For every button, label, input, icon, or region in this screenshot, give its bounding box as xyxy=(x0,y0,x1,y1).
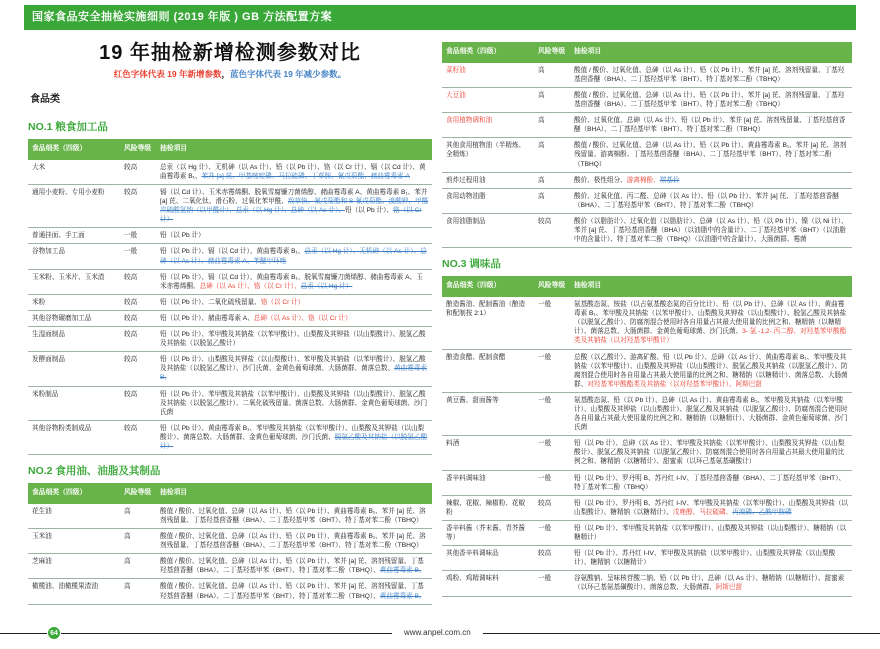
cell-risk-level: 较高 xyxy=(124,163,138,171)
item-segment: 阿斯巴甜 xyxy=(715,584,743,592)
table-row xyxy=(28,327,432,352)
cell-risk-level: 较高 xyxy=(124,314,138,322)
item-segment: 铅（以 Pb 计）、苏丹红 I-IV、苯甲酸及其钠盐（以苯甲酸计）、山梨酸及其钾盐（以山梨酸计）、糖精钠（以糖精计） xyxy=(574,550,836,567)
table-row xyxy=(442,471,852,496)
item-segment: 羰基价 xyxy=(659,176,680,184)
item-segment: 酸值 / 酸价、过氧化值、总砷（以 As 计）、铅（以 Pb 计）、苯并 [a] 芘、溶剂残留量、丁基羟基茴香醚（BHA）、二丁基羟基甲苯（BHT）、特丁基对苯二酚（TBHQ） xyxy=(574,66,845,83)
table-header-row xyxy=(28,139,432,160)
cell-inspection-items xyxy=(156,228,432,243)
section-title: NO.1 粮食加工品 xyxy=(28,121,108,133)
item-segment: 铅（以 Pb 计） xyxy=(160,232,205,240)
cell-inspection-items xyxy=(156,387,432,420)
cell-inspection-items xyxy=(570,88,852,112)
cell-inspection-items xyxy=(156,160,432,184)
food-table xyxy=(28,139,432,455)
title-block xyxy=(28,36,432,80)
column-header: 抽检项目 xyxy=(574,282,602,290)
item-segment: 铅（以 Pb 计）、黄曲霉毒素 B₁、苯甲酸及其钠盐（以苯甲酸计）、山梨酸及其钾盐（以山梨酸计）、菌落总数、大肠菌群、金黄色葡萄球菌、沙门氏菌、 xyxy=(160,424,425,441)
table-header-row xyxy=(442,42,852,63)
item-segment: 丙溴磷、乙酰甲胺磷 xyxy=(732,508,792,516)
cell-risk-level: 高 xyxy=(538,117,545,125)
cell-inspection-items xyxy=(156,579,432,603)
item-segment: 铅（以 Pb 计）、二氧化硫残留量、 xyxy=(160,298,261,306)
table-row xyxy=(442,521,852,546)
cell-risk-level: 高 xyxy=(124,507,131,515)
table-row xyxy=(28,228,432,244)
cell-inspection-items xyxy=(156,185,432,227)
document-title: 国家食品安全抽检实施细则 (2019 年版 ) GB 方法配置方案 xyxy=(32,11,333,23)
item-segment: 铅（以 Pb 计）、苯甲酸及其钠盐（以苯甲酸计）、山梨酸及其钾盐（以山梨酸计）、脱氢乙酸及其钠盐（以脱氢乙酸计）、二氧化硫残留量、菌落总数、大肠菌群、金黄色葡萄球菌、沙门氏菌 xyxy=(160,390,428,416)
cell-inspection-items xyxy=(570,496,852,520)
cell-risk-level: 高 xyxy=(538,192,545,200)
cell-risk-level: 较高 xyxy=(538,499,552,507)
cell-food-category: 橄榄油、油橄榄果渣油 xyxy=(32,583,98,591)
cell-food-category: 通用小麦粉、专用小麦粉 xyxy=(32,189,105,197)
subtitle-red-note: 红色字体代表 19 年新增参数 xyxy=(113,69,222,79)
item-segment: 铬（以 Cr 计） xyxy=(160,207,422,224)
item-segment: 铅（以 Pb 计）、罗丹明 B、苏丹红 I-IV、苯甲酸及其钠盐（以苯甲酸计）、山梨酸及其钾盐（以山梨酸计）、糖精钠（以糖精计）、 xyxy=(574,499,849,516)
table-row xyxy=(28,529,432,554)
cell-risk-level: 一般 xyxy=(538,301,552,309)
cell-food-category: 芝麻油 xyxy=(32,558,52,566)
cell-inspection-items xyxy=(156,421,432,454)
cell-food-category: 其他食用植物油（半精炼、全精炼） xyxy=(446,142,526,159)
cell-food-category: 黄豆酱、甜面酱等 xyxy=(446,396,499,404)
cell-inspection-items xyxy=(570,113,852,137)
cell-risk-level: 高 xyxy=(538,66,545,74)
food-category-label: 食品类 xyxy=(30,94,60,105)
table-row xyxy=(442,88,852,113)
cell-food-category: 香辛料酱（芥末酱、青芥酱等） xyxy=(446,524,526,542)
column-header: 风险等级 xyxy=(124,145,152,152)
column-header: 风险等级 xyxy=(538,48,566,55)
item-segment: 酸值 / 酸价、过氧化值、总砷（以 As 计）、铅（以 Pb 计）、黄曲霉毒素 B₁、苯并 [a] 芘、溶剂残留量、丁基羟基茴香醚（BHA）、二丁基羟基甲苯（BHT）、特丁基对苯二酚（TBHQ） xyxy=(160,533,426,550)
cell-inspection-items xyxy=(156,529,432,553)
cell-inspection-items xyxy=(156,327,432,351)
cell-inspection-items xyxy=(156,352,432,385)
cell-inspection-items xyxy=(570,436,852,469)
cell-food-category: 生湿面制品 xyxy=(32,331,65,339)
section-title: NO.2 食用油、油脂及其制品 xyxy=(28,465,161,478)
cell-food-category: 料酒 xyxy=(446,440,460,448)
food-table xyxy=(442,276,852,596)
cell-inspection-items xyxy=(570,189,852,213)
item-segment: 铬（以 Cr 计） xyxy=(260,298,305,306)
right-column xyxy=(442,42,852,605)
item-segment: 镉（以 Cd 计）、玉米赤霉烯酮、脱氧雪腐镰刀菌烯醇、赭曲霉毒素 A、黄曲霉毒素 B₁、苯并 [a] 芘、二氧化钛、滑石粉、过氧化苯甲酰、 xyxy=(160,189,428,206)
item-segment: 酸值 / 酸价、过氧化值、总砷（以 As 计）、铅（以 Pb 计）、黄曲霉毒素 B₁、苯并 [a] 芘、溶剂残留量、游离棉酚、丁基羟基茴香醚（BHA）、二丁基羟基甲苯（BHT）、特丁基对苯二酚（TBHQ） xyxy=(574,142,847,168)
column-header: 抽检项目 xyxy=(574,48,602,55)
cell-risk-level: 高 xyxy=(124,533,131,541)
cell-risk-level: 较高 xyxy=(124,298,138,306)
column-header: 食品细类（四级） xyxy=(32,145,87,152)
cell-risk-level: 较高 xyxy=(124,390,138,398)
table-row xyxy=(28,311,432,327)
cell-inspection-items xyxy=(156,244,432,268)
item-segment: 游离棉酚、 xyxy=(626,176,660,184)
item-segment: 苯并 [a] 芘、甲基嘧啶磷、马拉硫磷、丁草胺、氰戊菊酯、赭曲霉毒素 A xyxy=(201,172,410,180)
cell-food-category: 其他谷物碾磨加工品 xyxy=(32,314,92,322)
item-segment: 黄曲霉毒素 B₁ xyxy=(379,567,422,575)
cell-risk-level: 高 xyxy=(538,92,545,100)
table-row xyxy=(442,297,852,349)
page-number-badge: 64 xyxy=(47,626,61,640)
cell-risk-level: 较高 xyxy=(124,273,138,281)
cell-food-category: 米粉 xyxy=(32,298,46,306)
cell-food-category: 酿造酱油、配制酱油（酿造和配制按 2:1） xyxy=(446,301,526,318)
table-row xyxy=(28,421,432,455)
food-table xyxy=(442,42,852,248)
cell-risk-level: 较高 xyxy=(538,217,552,225)
item-segment: 氨基酸态氮、铅（以 Pb 计）、总砷（以 As 计）、黄曲霉毒素 B₁、苯甲酸及其钠盐（以苯甲酸计）、山梨酸及其钾盐（以山梨酸计）、脱氢乙酸及其钠盐（以脱氢乙酸计）、防腐剂混合使用时各自用量占其最大使用量的比例之和、糖精钠（以糖精计）、大肠菌群、金黄色葡萄球菌、沙门氏菌 xyxy=(574,396,848,432)
cell-inspection-items xyxy=(570,173,852,188)
item-segment: 铅（以 Pb 计）、苯甲酸及其钠盐（以苯甲酸计）、山梨酸及其钾盐（以山梨酸计）、糖精钠（以糖精计） xyxy=(574,524,847,542)
item-segment: 氨基酸态氮、铵盐（以占氨基酸态氮的百分比计）、铅（以 Pb 计）、总砷（以 As 计）、黄曲霉毒素 B₁、苯甲酸及其钠盐（以苯甲酸计）、山梨酸及其钾盐（以山梨酸计）、脱氢乙酸及其钠盐（以脱氢乙酸计）、防腐剂混合使用时各自用量占其最大使用量的比例之和、糖精钠（以糖精计）、菌落总数、大肠菌群、金黄色葡萄球菌、沙门氏菌、 xyxy=(574,301,847,336)
item-segment: 总汞（以 Hg 计）、无机砷（以 As 计）、总砷（以 As 计）、赭曲霉毒素 A、苯醚甲环唑 xyxy=(160,248,427,265)
cell-food-category: 食用植物调和油 xyxy=(446,117,493,125)
table-row xyxy=(442,113,852,138)
cell-inspection-items xyxy=(570,571,852,595)
section-title: NO.3 调味品 xyxy=(442,258,501,271)
item-segment: 总砷（以 As 计）、铬（以 Cr 计） xyxy=(253,314,352,322)
subtitle-comma: ， xyxy=(221,69,230,79)
document-header-bar xyxy=(24,5,856,30)
item-segment: 谷氨酸钠、呈味核苷酸二钠、铅（以 Pb 计）、总砷（以 As 计）、糖精钠（以糖精计）、甜蜜素（以环己基氨基磺酸计）、菌落总数、大肠菌群、 xyxy=(574,575,845,592)
cell-food-category: 玉米粉、玉米片、玉米渣 xyxy=(32,273,105,281)
cell-risk-level: 高 xyxy=(124,558,131,566)
cell-food-category: 其他香辛料调味品 xyxy=(446,550,499,558)
item-segment: 酸价、极性组分、 xyxy=(574,176,627,184)
table-header-row xyxy=(28,483,432,504)
table-row xyxy=(442,350,852,393)
item-segment: 黄曲霉毒素 B₁ xyxy=(379,592,422,600)
cell-risk-level: 较高 xyxy=(538,550,552,558)
cell-risk-level: 一般 xyxy=(538,524,552,532)
item-segment: 铅（以 Pb 计）、苯甲酸及其钠盐（以苯甲酸计）、山梨酸及其钾盐（以山梨酸计）、脱氢乙酸及其钠盐（以脱氢乙酸计） xyxy=(160,331,426,348)
table-row xyxy=(28,185,432,228)
item-segment: 总汞（以 Hg 计） xyxy=(300,282,353,290)
item-segment: 铅（以 Pb 计）、总砷（以 As 计）、苯甲酸及其钠盐（以苯甲酸计）、山梨酸及其钾盐（以山梨酸计）、脱氢乙酸及其钠盐（以脱氢乙酸计）、防腐剂混合使用时各自用量占其最大使用量的比例之和、糖精钠（以糖精计）、甜蜜素（以环己基氨基磺酸计） xyxy=(574,440,845,466)
item-segment: 酸价（以脂肪计）、过氧化值（以脂肪计）、总砷（以 As 计）、铅（以 Pb 计）、镍（以 Ni 计）、苯并 [a] 芘、丁基羟基茴香醚（BHA）（以油脂中的含量计）、二丁基羟基甲苯（BHT）（以油脂中的含量计）、特丁基对苯二酚（TBHQ）（以油脂中的含量计）、大肠菌群、霉菌 xyxy=(574,217,848,244)
item-segment: 酸值 / 酸价、过氧化值、总砷（以 As 计）、铅（以 Pb 计）、苯并 [a] 芘、溶剂残留量、丁基羟基茴香醚（BHA）、二丁基羟基甲苯（BHT）、特丁基对苯二酚（TBHQ）、 xyxy=(160,583,424,600)
column-header: 食品细类（四级） xyxy=(32,489,87,497)
item-segment: 酸值 / 酸价、过氧化值、总砷（以 As 计）、铅（以 Pb 计）、苯并 [a] 芘、溶剂残留量、丁基羟基茴香醚（BHA）、二丁基羟基甲苯（BHT）、特丁基对苯二酚（TBHQ） xyxy=(574,92,845,109)
cell-food-category: 其他谷物粉类制成品 xyxy=(32,424,92,432)
column-header: 食品细类（四级） xyxy=(446,282,501,290)
column-header: 抽检项目 xyxy=(160,489,188,497)
column-header: 食品细类（四级） xyxy=(446,48,501,55)
left-column xyxy=(28,113,432,613)
cell-inspection-items xyxy=(156,311,432,326)
item-segment: 黄曲霉毒素 B₁ xyxy=(160,365,428,382)
cell-risk-level: 一般 xyxy=(538,474,552,482)
cell-food-category: 食用动物油脂 xyxy=(446,192,486,200)
cell-inspection-items xyxy=(570,546,852,570)
cell-risk-level: 高 xyxy=(538,142,545,150)
cell-food-category: 谷物加工品 xyxy=(32,248,65,256)
table-row xyxy=(442,546,852,571)
cell-food-category: 米粉制品 xyxy=(32,390,59,398)
cell-risk-level: 较高 xyxy=(124,424,138,432)
table-row xyxy=(28,352,432,386)
table-row xyxy=(442,496,852,521)
table-row xyxy=(28,270,432,295)
item-segment: 对羟基苯甲酸酯类及其钠盐（以对羟基苯甲酸计）、阿斯巴甜 xyxy=(587,380,762,388)
table-header-row xyxy=(442,276,852,297)
cell-risk-level: 一般 xyxy=(538,396,552,404)
item-segment: 酸值 / 酸价、过氧化值、总砷（以 As 计）、铅（以 Pb 计）、苯并 [a] 芘、溶剂残留量、丁基羟基茴香醚（BHA）、二丁基羟基甲苯（BHT）、特丁基对苯二酚（TBHQ）、 xyxy=(160,558,424,575)
table-row xyxy=(28,387,432,421)
cell-inspection-items xyxy=(156,270,432,294)
item-segment: 总酸（以乙酸计）、游离矿酸、铅（以 Pb 计）、总砷（以 As 计）、黄曲霉毒素 B₁、苯甲酸及其钠盐（以苯甲酸计）、山梨酸及其钾盐（以山梨酸计）、脱氢乙酸及其钠盐（以脱氢乙酸计）、防腐剂混合使用时各自用量占其最大使用量的比例之和、糖精钠（以糖精计）、菌落总数、大肠菌群、 xyxy=(574,353,848,388)
column-header: 抽检项目 xyxy=(160,145,188,152)
cell-risk-level: 一般 xyxy=(124,248,138,256)
table-row xyxy=(442,436,852,470)
cell-food-category: 辣椒、花椒、辣椒粉、花椒粉 xyxy=(446,499,526,516)
cell-food-category: 煎炸过程用油 xyxy=(446,176,486,184)
item-segment: 脱氢乙酸及其钠盐（以脱氢乙酸计） xyxy=(160,433,428,450)
page-title: 19 年抽检新增检测参数对比 xyxy=(99,42,361,64)
cell-inspection-items xyxy=(570,138,852,171)
cell-inspection-items xyxy=(570,521,852,545)
item-segment: 酸值 / 酸价、过氧化值、总砷（以 As 计）、铅（以 Pb 计）、黄曲霉毒素 B₁、苯并 [a] 芘、溶剂残留量、丁基羟基茴香醚（BHA）、二丁基羟基甲苯（BHT）、特丁基对苯二酚（TBHQ） xyxy=(160,507,426,524)
cell-inspection-items xyxy=(570,297,852,348)
table-row xyxy=(442,173,852,189)
table-row xyxy=(442,571,852,596)
table-row xyxy=(442,189,852,214)
item-segment: 3- 氯 -1,2- 丙二醇、对羟基苯甲酸酯类及其钠盐（以对羟基苯甲酸计） xyxy=(574,328,847,345)
cell-food-category: 发酵面制品 xyxy=(32,356,65,364)
item-segment: 总砷（以 As 计）、铬（以 Cr 计）、 xyxy=(199,282,301,290)
cell-inspection-items xyxy=(570,214,852,247)
table-row xyxy=(442,138,852,172)
cell-risk-level: 较高 xyxy=(124,356,138,364)
cell-risk-level: 一般 xyxy=(538,440,552,448)
table-row xyxy=(442,393,852,436)
item-segment: 铅（以 Pb 计）、镉（以 Cd 计）、黄曲霉毒素 B₁、脱氧雪腐镰刀菌烯醇、赭曲霉毒素 A、玉米赤霉烯酮、 xyxy=(160,273,423,290)
cell-risk-level: 较高 xyxy=(124,331,138,339)
subtitle-blue-note: 蓝色字体代表 19 年减少参数。 xyxy=(230,69,347,79)
cell-inspection-items xyxy=(156,504,432,528)
cell-risk-level: 高 xyxy=(538,176,545,184)
cell-risk-level: 较高 xyxy=(124,189,138,197)
cell-food-category: 食用油脂制品 xyxy=(446,217,486,225)
item-segment: 铅（以 Pb 计）、赭曲霉毒素 A、 xyxy=(160,314,254,322)
table-row xyxy=(442,214,852,248)
table-row xyxy=(28,295,432,311)
item-segment: 戊唑醇、马拉硫磷、 xyxy=(672,508,733,516)
cell-food-category: 大米 xyxy=(32,163,46,171)
cell-risk-level: 高 xyxy=(124,583,131,591)
cell-food-category: 普通挂面、手工面 xyxy=(32,232,85,240)
column-header: 风险等级 xyxy=(538,282,566,290)
table-row xyxy=(28,244,432,269)
footer-url: www.anpel.com.cn xyxy=(392,628,483,637)
cell-inspection-items xyxy=(570,393,852,435)
item-segment: 酸价、过氧化值、总砷（以 As 计）、铅（以 Pb 计）、苯并 [a] 芘、溶剂残留量、丁基羟基茴香醚（BHA）、二丁基羟基甲苯（BHT）、特丁基对苯二酚（TBHQ） xyxy=(574,117,846,134)
cell-food-category: 鸡粉、鸡精调味料 xyxy=(446,575,499,583)
cell-inspection-items xyxy=(156,295,432,310)
item-segment: 铅（以 Pb 计）、罗丹明 B、苏丹红 I-IV、丁基羟基茴香醚（BHA）、二丁基羟基甲苯（BHT）、特丁基对苯二酚（TBHQ） xyxy=(574,474,846,491)
cell-food-category: 大豆油 xyxy=(446,92,466,100)
cell-risk-level: 一般 xyxy=(538,353,552,361)
table-row xyxy=(28,579,432,604)
cell-inspection-items xyxy=(156,554,432,578)
column-header: 风险等级 xyxy=(124,489,152,497)
cell-food-category: 花生油 xyxy=(32,507,52,515)
cell-risk-level: 一般 xyxy=(538,575,552,583)
page-subtitle xyxy=(28,68,432,80)
item-segment: 酸价、过氧化值、丙二醛、总砷（以 As 计）、铅（以 Pb 计）、苯并 [a] 芘、丁基羟基茴香醚（BHA）、二丁基羟基甲苯（BHT）、特丁基对苯二酚（TBHQ） xyxy=(574,192,839,209)
cell-risk-level: 一般 xyxy=(124,232,138,240)
item-segment: 铅（以 Pb 计）、 xyxy=(345,207,393,215)
table-row xyxy=(28,160,432,185)
item-segment: 总汞（以 Hg 计）、无机砷（以 As 计）、铅（以 Pb 计）、铬（以 Cr 计）、镉（以 Cd 计）、黄曲霉毒素 B₁、 xyxy=(160,163,426,180)
cell-food-category: 菜籽油 xyxy=(446,66,466,74)
cell-food-category: 香辛料调味油 xyxy=(446,474,486,482)
food-table xyxy=(28,483,432,605)
table-row xyxy=(28,554,432,579)
item-segment: 铅（以 Pb 计）、山梨酸及其钾盐（以山梨酸计）、苯甲酸及其钠盐（以苯甲酸计）、脱氢乙酸及其钠盐（以脱氢乙酸计）、沙门氏菌、金黄色葡萄球菌、大肠菌群、菌落总数、 xyxy=(160,356,426,373)
item-segment: 铅（以 Pb 计）、镉（以 Cd 计）、黄曲霉毒素 B₁、 xyxy=(160,248,305,256)
cell-food-category: 酿造食醋、配制食醋 xyxy=(446,353,506,361)
cell-inspection-items xyxy=(570,63,852,87)
table-row xyxy=(442,63,852,88)
table-row xyxy=(28,504,432,529)
cell-inspection-items xyxy=(570,350,852,392)
cell-food-category: 玉米油 xyxy=(32,533,52,541)
item-segment: 敌草快、氰戊菊酯和 S-氰戊菊酯、溴酸钾、甲醛次硫酸氢钠（以甲醛计）、总汞（以 Hg 计）、总砷（以 As 计）、 xyxy=(160,198,429,215)
cell-inspection-items xyxy=(570,471,852,495)
